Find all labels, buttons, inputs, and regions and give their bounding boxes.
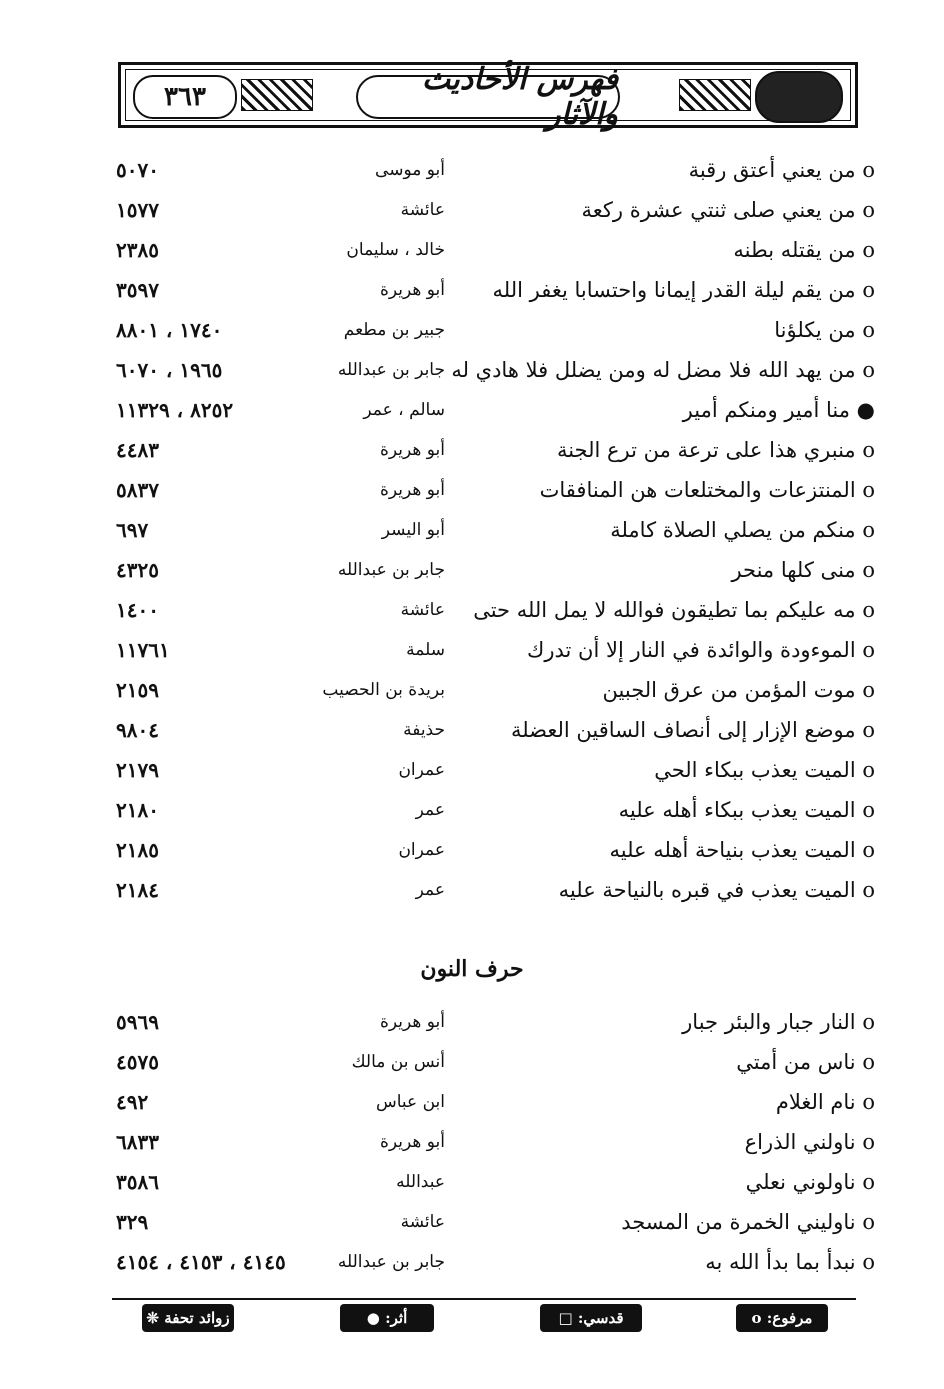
entry-marker: o bbox=[862, 438, 875, 462]
list-item bbox=[110, 758, 875, 798]
hadith-refs: ٤٤٨٣ bbox=[116, 438, 159, 462]
hadith-text bbox=[540, 478, 875, 502]
list-item bbox=[110, 1250, 875, 1290]
hadith-refs: ٤٣٢٥ bbox=[116, 558, 159, 582]
narrator: أنس بن مالك bbox=[351, 1052, 445, 1072]
hadith-refs: ٢١٥٩ bbox=[116, 678, 159, 702]
entry-text: منكم من يصلي الصلاة كاملة bbox=[610, 518, 856, 542]
hadith-refs: ٤٥٧٥ bbox=[116, 1050, 159, 1074]
hadith-text bbox=[689, 158, 875, 182]
entry-text: النار جبار والبئر جبار bbox=[682, 1010, 856, 1034]
hadith-refs: ١٧٤٠ ، ٨٨٠١ bbox=[116, 318, 223, 342]
hadith-refs: ١٥٧٧ bbox=[116, 198, 159, 222]
narrator: أبو هريرة bbox=[379, 440, 445, 460]
narrator: عائشة bbox=[400, 1212, 445, 1232]
page-title: فهرس الأحاديث والآثار bbox=[356, 75, 620, 119]
entry-marker: o bbox=[862, 1130, 875, 1154]
list-item bbox=[110, 1090, 875, 1130]
narrator: حذيفة bbox=[403, 720, 445, 740]
list-item bbox=[110, 1170, 875, 1210]
entry-text: موضع الإزار إلى أنصاف الساقين العضلة bbox=[510, 718, 856, 742]
narrator: أبو هريرة bbox=[379, 480, 445, 500]
hadith-refs: ٨٢٥٢ ، ١١٣٢٩ bbox=[116, 398, 234, 422]
hadith-text bbox=[493, 278, 875, 302]
entry-marker: o bbox=[862, 318, 875, 342]
entry-text: ناس من أمتي bbox=[736, 1050, 856, 1074]
hadith-text bbox=[621, 1210, 875, 1234]
entry-text: الميت يعذب ببكاء أهله عليه bbox=[618, 798, 856, 822]
entry-marker: o bbox=[862, 478, 875, 502]
narrator: عبدالله bbox=[396, 1172, 445, 1192]
entry-text: من يعني صلى ثنتي عشرة ركعة bbox=[581, 198, 856, 222]
narrator: أبو اليسر bbox=[381, 520, 445, 540]
entry-marker: o bbox=[862, 1090, 875, 1114]
hadith-text bbox=[776, 1090, 875, 1114]
list-item bbox=[110, 1210, 875, 1250]
entry-marker: o bbox=[862, 758, 875, 782]
hadith-refs: ٣٥٨٦ bbox=[116, 1170, 159, 1194]
entry-marker: o bbox=[862, 558, 875, 582]
hadith-refs: ٢٣٨٥ bbox=[116, 238, 159, 262]
hadith-refs: ٣٥٩٧ bbox=[116, 278, 159, 302]
entry-marker: o bbox=[862, 638, 875, 662]
entry-marker: o bbox=[862, 798, 875, 822]
list-item bbox=[110, 878, 875, 918]
entry-text: من يهد الله فلا مضل له ومن يضلل فلا هادي له bbox=[451, 358, 856, 382]
hadith-text bbox=[682, 1010, 875, 1034]
entry-marker: o bbox=[862, 1170, 875, 1194]
page-number: ٣٦٣ bbox=[133, 75, 237, 119]
narrator: بريدة بن الحصيب bbox=[322, 680, 445, 700]
entry-marker: o bbox=[862, 598, 875, 622]
entry-marker: o bbox=[862, 838, 875, 862]
legend-qudsi: قدسي: □ bbox=[540, 1304, 642, 1332]
section-title: حرف النون bbox=[420, 956, 524, 982]
page-header bbox=[118, 62, 858, 132]
narrator: سلمة bbox=[406, 640, 445, 660]
narrator: عمر bbox=[415, 880, 445, 900]
list-item bbox=[110, 1130, 875, 1170]
entry-marker: ● bbox=[856, 398, 875, 422]
hadith-text bbox=[705, 1250, 875, 1274]
entry-text: الميت يعذب في قبره بالنياحة عليه bbox=[558, 878, 856, 902]
entry-marker: o bbox=[862, 1010, 875, 1034]
list-item bbox=[110, 518, 875, 558]
hadith-refs: ٢١٨٠ bbox=[116, 798, 159, 822]
entry-text: ناولوني نعلي bbox=[745, 1170, 856, 1194]
entry-text: منى كلها منحر bbox=[731, 558, 856, 582]
hadith-refs: ٣٢٩ bbox=[116, 1210, 149, 1234]
entry-text: الميت يعذب ببكاء الحي bbox=[654, 758, 856, 782]
legend-zawaid: زوائد تحفة ❊ bbox=[142, 1304, 234, 1332]
hadith-text bbox=[774, 318, 875, 342]
list-item bbox=[110, 838, 875, 878]
hadith-text bbox=[557, 438, 875, 462]
entry-marker: o bbox=[862, 198, 875, 222]
hadith-refs: ٥٠٧٠ bbox=[116, 158, 159, 182]
entry-text: موت المؤمن من عرق الجبين bbox=[602, 678, 856, 702]
narrator: أبو هريرة bbox=[379, 280, 445, 300]
hadith-text bbox=[582, 198, 875, 222]
entry-marker: o bbox=[862, 678, 875, 702]
hadith-text bbox=[610, 518, 875, 542]
narrator: جابر بن عبدالله bbox=[337, 560, 445, 580]
entry-text: منا أمير ومنكم أمير bbox=[682, 398, 850, 422]
narrator: سالم ، عمر bbox=[363, 400, 445, 420]
hadith-refs: ٦٩٧ bbox=[116, 518, 149, 542]
narrator: أبو هريرة bbox=[379, 1132, 445, 1152]
hadith-refs: ٦٨٣٣ bbox=[116, 1130, 159, 1154]
entry-marker: o bbox=[862, 158, 875, 182]
entry-marker: o bbox=[862, 718, 875, 742]
hadith-refs: ٤٩٢ bbox=[116, 1090, 149, 1114]
list-item bbox=[110, 278, 875, 318]
list-item bbox=[110, 558, 875, 598]
entry-marker: o bbox=[862, 1050, 875, 1074]
list-item bbox=[110, 718, 875, 758]
hadith-text bbox=[610, 838, 876, 862]
ornament-left bbox=[241, 79, 313, 111]
hadith-refs: ٥٩٦٩ bbox=[116, 1010, 159, 1034]
entry-marker: o bbox=[862, 1250, 875, 1274]
list-item bbox=[110, 158, 875, 198]
hadith-text bbox=[451, 358, 875, 382]
hadith-refs: ٤١٤٥ ، ٤١٥٣ ، ٤١٥٤ bbox=[116, 1250, 286, 1274]
legend-athar: أثر: ● bbox=[340, 1304, 434, 1332]
logo-icon bbox=[755, 71, 843, 123]
hadith-refs: ٢١٨٥ bbox=[116, 838, 159, 862]
entry-text: ناوليني الخمرة من المسجد bbox=[621, 1210, 856, 1234]
list-item bbox=[110, 358, 875, 398]
hadith-text bbox=[736, 1050, 875, 1074]
list-item bbox=[110, 438, 875, 478]
entry-marker: o bbox=[862, 238, 875, 262]
list-item bbox=[110, 638, 875, 678]
entry-text: من يعني أعتق رقبة bbox=[688, 158, 856, 182]
hadith-text bbox=[473, 598, 875, 622]
entry-marker: o bbox=[862, 278, 875, 302]
entry-marker: o bbox=[862, 358, 875, 382]
hadith-text bbox=[745, 1130, 875, 1154]
list-item bbox=[110, 238, 875, 278]
hadith-text bbox=[619, 798, 875, 822]
entry-marker: o bbox=[862, 1210, 875, 1234]
legend-marfu: مرفوع: o bbox=[736, 1304, 828, 1332]
list-item bbox=[110, 398, 875, 438]
hadith-text bbox=[683, 398, 875, 422]
narrator: ابن عباس bbox=[375, 1092, 445, 1112]
entry-text: من يقتله بطنه bbox=[733, 238, 856, 262]
list-item bbox=[110, 478, 875, 518]
entry-text: ناولني الذراع bbox=[744, 1130, 856, 1154]
narrator: عائشة bbox=[400, 600, 445, 620]
footer-divider bbox=[112, 1298, 856, 1300]
narrator: عمر bbox=[415, 800, 445, 820]
entry-marker: o bbox=[862, 878, 875, 902]
narrator: جابر بن عبدالله bbox=[337, 360, 445, 380]
hadith-text bbox=[733, 238, 875, 262]
entry-text: منبري هذا على ترعة من ترع الجنة bbox=[556, 438, 856, 462]
narrator: خالد ، سليمان bbox=[346, 240, 445, 260]
hadith-refs: ١١٧٦١ bbox=[116, 638, 170, 662]
narrator: أبو موسى bbox=[375, 160, 445, 180]
ornament-right bbox=[679, 79, 751, 111]
narrator: أبو هريرة bbox=[379, 1012, 445, 1032]
list-item bbox=[110, 198, 875, 238]
hadith-refs: ١٤٠٠ bbox=[116, 598, 159, 622]
hadith-text bbox=[511, 718, 875, 742]
entry-text: مه عليكم بما تطيقون فوالله لا يمل الله حتى bbox=[473, 598, 856, 622]
entry-text: نام الغلام bbox=[775, 1090, 856, 1114]
hadith-refs: ٥٨٣٧ bbox=[116, 478, 159, 502]
list-item bbox=[110, 678, 875, 718]
narrator: جابر بن عبدالله bbox=[337, 1252, 445, 1272]
hadith-refs: ٩٨٠٤ bbox=[116, 718, 159, 742]
entry-text: الميت يعذب بنياحة أهله عليه bbox=[609, 838, 856, 862]
hadith-refs: ٢١٧٩ bbox=[116, 758, 159, 782]
hadith-text bbox=[559, 878, 875, 902]
narrator: جبير بن مطعم bbox=[343, 320, 445, 340]
list-item bbox=[110, 1050, 875, 1090]
hadith-text bbox=[746, 1170, 875, 1194]
list-item bbox=[110, 798, 875, 838]
hadith-text bbox=[603, 678, 875, 702]
hadith-text bbox=[654, 758, 875, 782]
narrator: عائشة bbox=[400, 200, 445, 220]
narrator: عمران bbox=[398, 840, 445, 860]
entry-text: الموءودة والوائدة في النار إلا أن تدرك bbox=[527, 638, 856, 662]
list-item bbox=[110, 318, 875, 358]
list-item bbox=[110, 1010, 875, 1050]
entry-text: من يكلؤنا bbox=[774, 318, 856, 342]
entry-marker: o bbox=[862, 518, 875, 542]
entry-text: نبدأ بما بدأ الله به bbox=[705, 1250, 856, 1274]
list-item bbox=[110, 598, 875, 638]
narrator: عمران bbox=[398, 760, 445, 780]
hadith-text bbox=[527, 638, 875, 662]
hadith-refs: ٢١٨٤ bbox=[116, 878, 159, 902]
entry-text: من يقم ليلة القدر إيمانا واحتسابا يغفر الله bbox=[492, 278, 856, 302]
hadith-refs: ١٩٦٥ ، ٦٠٧٠ bbox=[116, 358, 223, 382]
entry-text: المنتزعات والمختلعات هن المنافقات bbox=[539, 478, 856, 502]
hadith-text bbox=[731, 558, 875, 582]
